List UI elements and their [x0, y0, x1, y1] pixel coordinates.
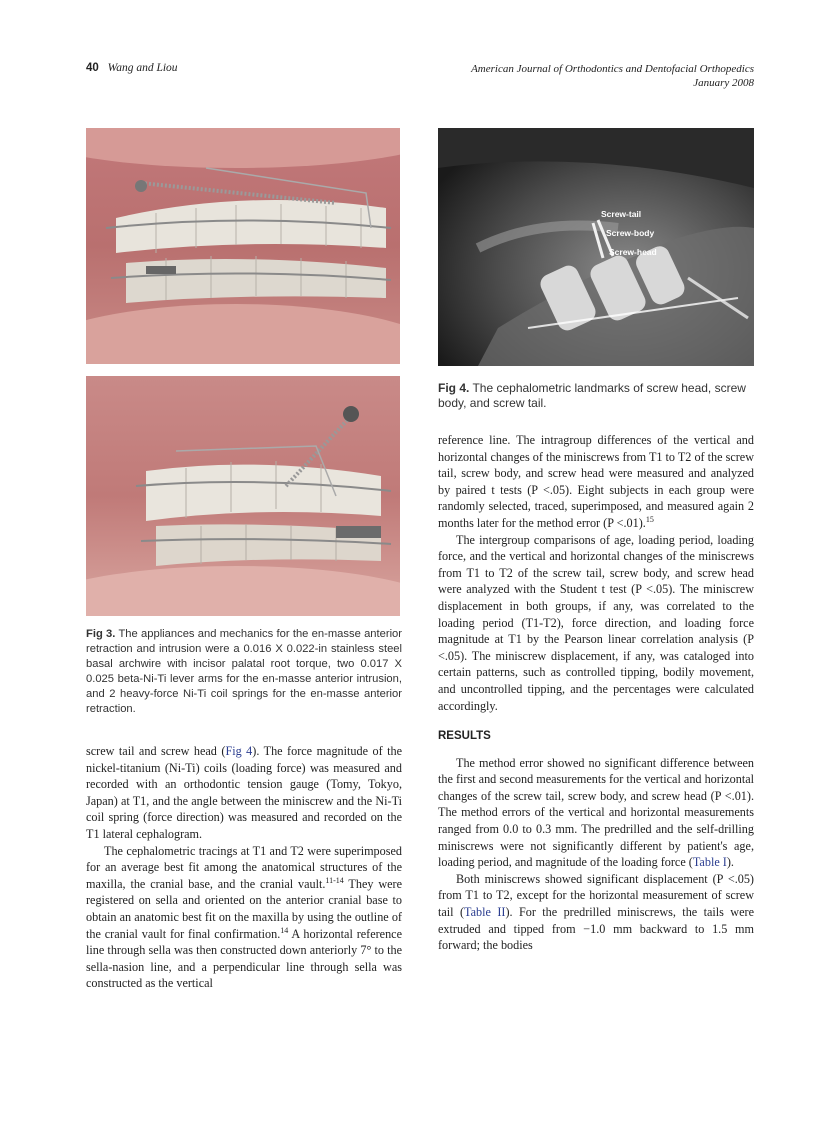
fig4-label-screw-head: Screw-head [609, 247, 657, 257]
fig4-caption-text: The cephalometric landmarks of screw head, screw body, and screw tail. [438, 381, 746, 410]
fig4-label: Fig 4. [438, 381, 470, 395]
fig3-caption [86, 627, 402, 717]
left-column-text [86, 743, 402, 992]
fig3-photo-bottom-image [86, 376, 400, 616]
left-p2-text-c: A horizontal reference line through sella was then constructed down anteriorly 7° to the sella-nasion line, and a perpendicular line through sella was constructed as the vertical [86, 926, 403, 991]
running-authors: Wang and Liou [107, 62, 178, 74]
fig4-label-screw-body: Screw-body [606, 228, 655, 238]
table1-link[interactable]: Table I [692, 855, 727, 870]
right-p4-text-b: ). For the predrilled miniscrews, the tails were extruded and tipped from −1.0 mm backward to 1.5 mm forward; the bodies [438, 905, 754, 953]
left-p1-text-a: screw tail and screw head ( [86, 744, 226, 758]
journal-issue: January 2008 [693, 77, 754, 89]
running-header-right [471, 62, 754, 90]
journal-title: American Journal of Orthodontics and Dentofacial Orthopedics [471, 63, 754, 75]
ref-14[interactable]: 14 [280, 925, 289, 935]
fig4-caption [438, 381, 754, 411]
left-p2-text-b: They were registered on sella and oriented on the anterior cranial base to obtain an anatomic best fit on the maxilla by using the outline of the cranial vault for final confirmation. [86, 876, 402, 941]
fig3-label: Fig 3. [86, 628, 116, 640]
left-paragraph-1 [86, 743, 402, 843]
left-paragraph-2 [86, 843, 402, 992]
right-column-text [438, 432, 754, 954]
fig3-photo-top [86, 128, 400, 364]
fig4-link[interactable]: Fig 4 [225, 744, 253, 758]
left-p1-text-b: ). The force magnitude of the nickel-titanium (Ni-Ti) coils (loading force) was measured and recorded with an orthodontic tension gauge (Tomy, Tokyo, Japan) at T1, and the angle between the miniscrew and the Ni-Ti coil spring (force direction) was measured and recorded on the T1 lateral cephalogram. [86, 744, 402, 841]
results-heading: RESULTS [438, 730, 491, 743]
fig3-caption-text: The appliances and mechanics for the en-masse anterior retraction and intrusion were a 0.016 X 0.022-in stainless steel basal archwire with incisor palatal root torque, two 0.017 X 0.025 beta-Ni-Ti lever arms for the en-masse anterior intrusion, and 2 heavy-force Ni-Ti coil springs for the en-masse anterior retraction. [86, 628, 402, 715]
ref-15[interactable]: 15 [645, 514, 654, 524]
right-paragraph-1 [438, 432, 754, 532]
left-p2-text-a: The cephalometric tracings at T1 and T2 were superimposed for an average best fit among the anatomical structures of the maxilla, the cranial base, and the cranial vault. [86, 843, 402, 891]
right-p4-text-a: Both miniscrews showed significant displacement (P <.05) from T1 to T2, except for the horizontal measurement of screw tail ( [438, 871, 754, 920]
running-header-left [86, 62, 178, 74]
page-number: 40 [86, 62, 99, 74]
right-p1-text: reference line. The intragroup differences of the vertical and horizontal changes of the miniscrews from T1 to T2 of the screw tail, screw body, and screw head were measured and analyzed by paired t tests (P <.05). Eight subjects in each group were randomly selected, traced, superimposed, and measured again 2 months later for the method error (P <.01). [438, 433, 754, 530]
fig3-photo-bottom [86, 376, 400, 616]
fig4-xray [438, 128, 754, 366]
fig3-photo-top-image [86, 128, 400, 364]
right-p3-text-b: ). [726, 855, 734, 870]
ref-11-14[interactable]: 11-14 [325, 875, 344, 885]
right-paragraph-3 [438, 755, 754, 871]
fig4-label-screw-tail: Screw-tail [601, 209, 642, 219]
table2-link[interactable]: Table II [464, 905, 506, 920]
fig4-xray-image [438, 128, 754, 366]
right-p3-text-a: The method error showed no significant difference between the first and second measurements for the vertical and horizontal changes of the screw tail, screw body, and screw head (P <.01). The method errors of the vertical and horizontal measurements ranged from 0.0 to 0.3 mm. The predrilled and the self-drilling miniscrews were not significantly different by patient's age, loading period, and magnitude of the loading force ( [438, 755, 754, 870]
right-paragraph-2: The intergroup comparisons of age, loading period, loading force, and the vertical and horizontal changes of the miniscrews from T1 to T2 of the screw tail, screw body, and screw head were analyzed with the Student t test (P <.05). The miniscrew displacement in both groups, if any, was correlated to the loading period (T1-T2), force direction, and loading force magnitude at T1 by the Pearson linear correlation analysis (P <.05). The miniscrew displacement, if any, was cataloged into certain patterns, such as controlled tipping, bodily movement, and uncontrolled tipping, and the percentages were calculated accordingly. [438, 532, 754, 713]
right-paragraph-4 [438, 871, 754, 954]
